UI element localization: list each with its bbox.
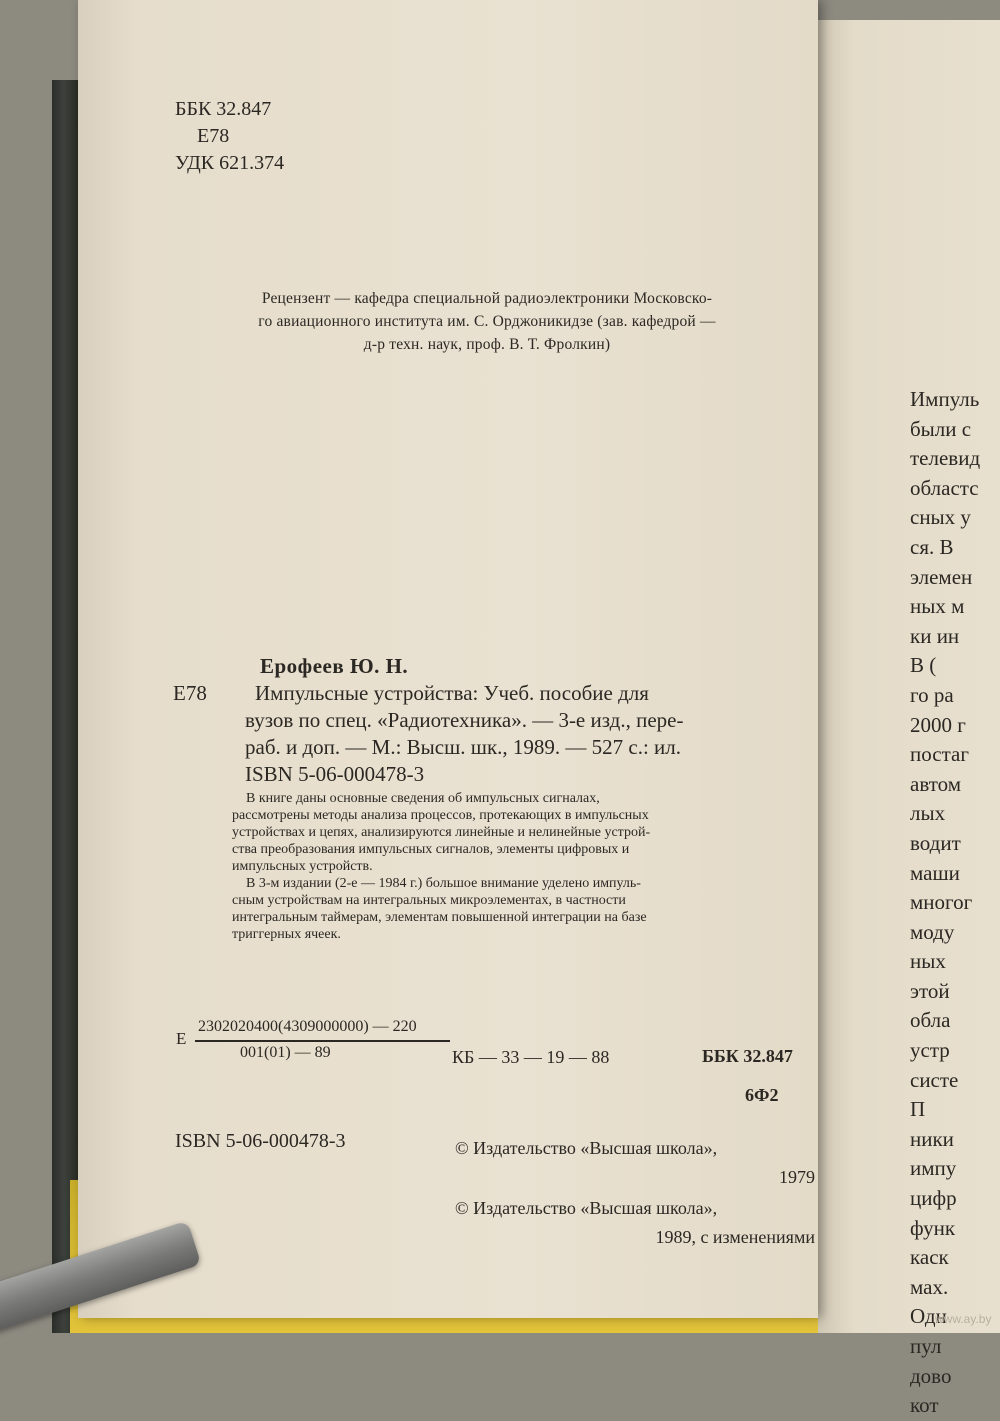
reviewer-line: д-р техн. наук, проф. В. Т. Фролкин) bbox=[363, 336, 611, 353]
biblio-line: раб. и доп. — М.: Высш. шк., 1989. — 527 с.: ил. bbox=[245, 735, 682, 759]
facing-page-line: водит bbox=[910, 830, 961, 855]
isbn: ISBN 5-06-000478-3 bbox=[175, 1130, 346, 1152]
biblio-line: вузов по спец. «Радиотехника». — 3-е изд., пере- bbox=[245, 708, 684, 732]
facing-page bbox=[818, 20, 1000, 1418]
facing-page-line: обла bbox=[910, 1008, 951, 1033]
facing-page-line: телевид bbox=[910, 446, 981, 471]
facing-page-line: Одн bbox=[910, 1304, 947, 1329]
facing-page-line: были с bbox=[910, 416, 972, 441]
annotation-line: В книге даны основные сведения об импульсных сигналах, bbox=[246, 791, 600, 806]
facing-page-line: областс bbox=[910, 475, 979, 500]
facing-page-line: лых bbox=[910, 801, 946, 826]
biblio-line: Импульсные устройства: Учеб. пособие для bbox=[255, 681, 649, 705]
facing-page-line: сных у bbox=[910, 505, 971, 530]
facing-page-text bbox=[910, 385, 980, 1421]
reviewer-note bbox=[172, 287, 802, 356]
annotation-line: устройствах и цепях, анализируются линейные и нелинейные устрой- bbox=[232, 825, 651, 840]
reviewer-line: го авиационного института им. С. Орджоникидзе (зав. кафедрой — bbox=[258, 313, 716, 330]
bbk-code-bottom: ББК 32.847 bbox=[702, 1046, 793, 1066]
annotation-line: В 3-м издании (2-е — 1984 г.) большое внимание уделено импуль- bbox=[246, 876, 641, 891]
copyright-year: 1979 bbox=[779, 1167, 815, 1187]
facing-page-line: каск bbox=[910, 1245, 949, 1270]
bibliographic-record bbox=[245, 680, 810, 788]
facing-page-line: ных bbox=[910, 949, 946, 974]
facing-page-line: многог bbox=[910, 890, 973, 915]
annotation-line: сным устройствам на интегральных микроэлементах, в частности bbox=[232, 893, 626, 908]
facing-page-line: цифр bbox=[910, 1186, 957, 1211]
facing-page-line: элемен bbox=[910, 564, 973, 589]
annotation-line: интегральным таймерам, элементам повышенной интеграции на базе bbox=[232, 910, 647, 925]
biblio-isbn: ISBN 5-06-000478-3 bbox=[245, 762, 425, 786]
facing-page-line: этой bbox=[910, 978, 950, 1003]
copyright-year: 1989, с изменениями bbox=[655, 1227, 815, 1247]
facing-page-line: ники bbox=[910, 1126, 954, 1151]
facing-page-line: ся. В bbox=[910, 534, 954, 559]
copyright-line: © Издательство «Высшая школа», bbox=[455, 1138, 718, 1158]
watermark: www.ay.by bbox=[935, 1312, 992, 1326]
fraction-line bbox=[195, 1040, 450, 1042]
facing-page-line: маши bbox=[910, 860, 960, 885]
annotation bbox=[232, 790, 817, 943]
facing-page-line: импу bbox=[910, 1156, 957, 1181]
facing-page-line: устр bbox=[910, 1038, 950, 1063]
facing-page-line: функ bbox=[910, 1215, 956, 1240]
author-name: Ерофеев Ю. Н. bbox=[260, 654, 409, 678]
udk-code: УДК 621.374 bbox=[175, 152, 285, 174]
facing-page-line: пул bbox=[910, 1334, 942, 1358]
class-code: 6Ф2 bbox=[745, 1085, 779, 1105]
classification-codes bbox=[175, 96, 284, 177]
copyright-block bbox=[455, 1135, 815, 1251]
annotation-line: ства преобразования импульсных сигналов, элементы цифровых и bbox=[232, 842, 630, 857]
author-mark: Е78 bbox=[197, 125, 230, 147]
facing-page-line: постаг bbox=[910, 742, 969, 767]
title-verso-page bbox=[78, 0, 818, 1318]
kb-code: КБ — 33 — 19 — 88 bbox=[452, 1047, 610, 1067]
annotation-line: триггерных ячеек. bbox=[232, 927, 341, 942]
annotation-line: рассмотрены методы анализа процессов, протекающих в импульсных bbox=[232, 808, 649, 823]
facing-page-line: го ра bbox=[910, 682, 954, 707]
facing-page-line: мах. bbox=[910, 1274, 949, 1299]
copyright-line: © Издательство «Высшая школа», bbox=[455, 1198, 718, 1218]
facing-page-line: 2000 г bbox=[910, 712, 966, 737]
catalog-code: Е78 bbox=[173, 681, 207, 705]
facing-page-line: моду bbox=[910, 919, 955, 944]
facing-page-line: дово bbox=[910, 1363, 952, 1388]
index-letter: Е bbox=[176, 1029, 187, 1048]
facing-page-line: ных м bbox=[910, 594, 965, 619]
facing-page-line: систе bbox=[910, 1067, 959, 1092]
facing-page-line: кот bbox=[910, 1393, 939, 1418]
index-numerator: 2302020400(4309000000) — 220 bbox=[198, 1018, 417, 1035]
index-denominator: 001(01) — 89 bbox=[240, 1044, 331, 1061]
facing-page-line: автом bbox=[910, 771, 962, 796]
reviewer-line: Рецензент — кафедра специальной радиоэлектроники Московско- bbox=[261, 290, 713, 307]
facing-page-line: В ( bbox=[910, 653, 937, 678]
annotation-line: импульсных устройств. bbox=[232, 859, 373, 874]
facing-page-line: П bbox=[910, 1097, 926, 1122]
facing-page-line: ки ин bbox=[910, 623, 960, 648]
facing-page-line: Импуль bbox=[910, 387, 980, 411]
bbk-code: ББК 32.847 bbox=[175, 98, 272, 120]
